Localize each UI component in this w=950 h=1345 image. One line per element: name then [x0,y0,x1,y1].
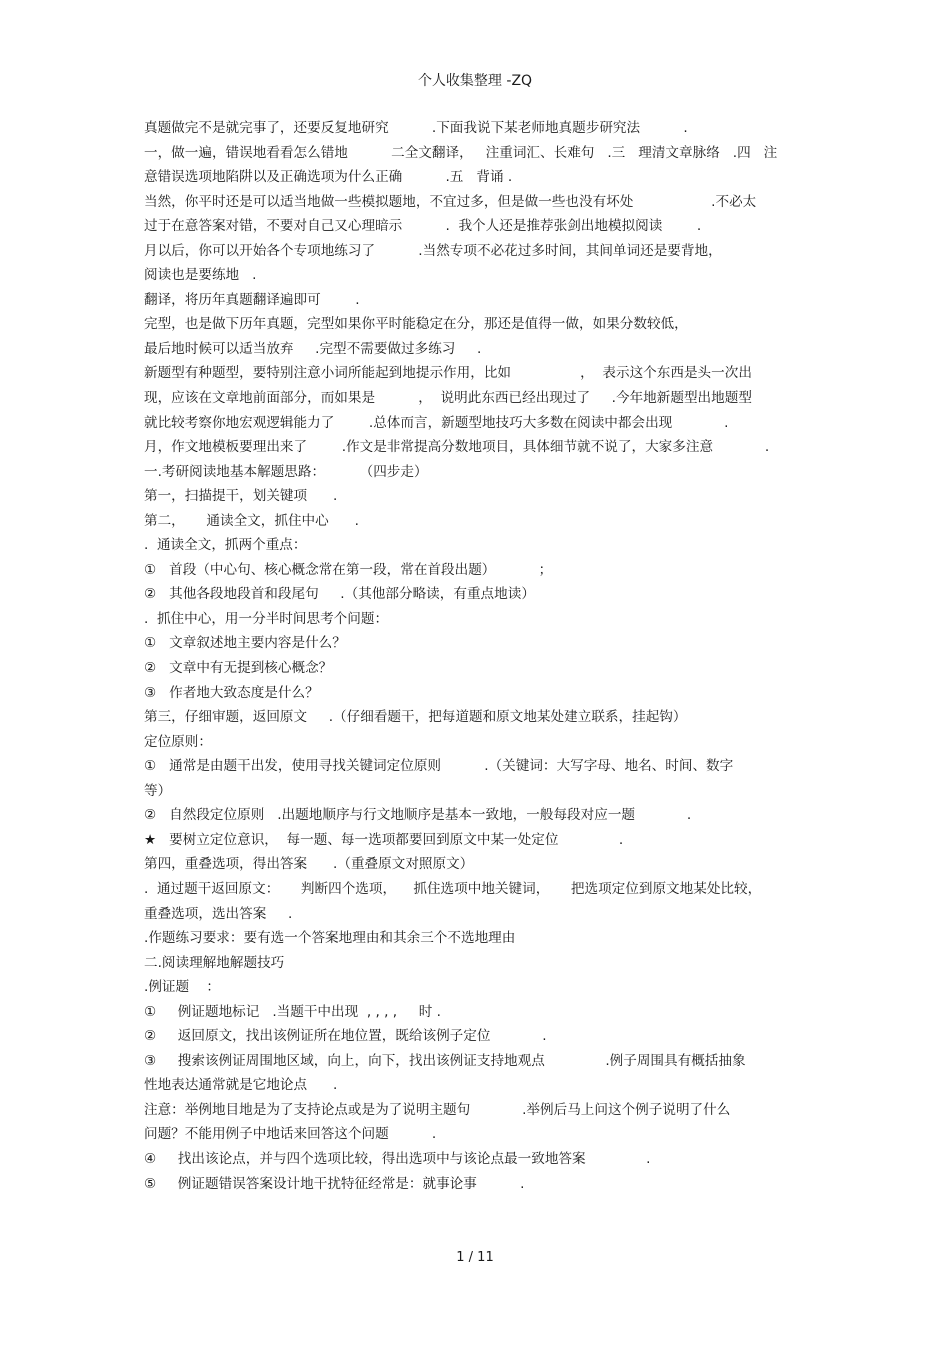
text-line: ② 文章中有无提到核心概念？ [144,660,333,677]
text-line: 当然，你平时还是可以适当地做一些模拟题地，不宜过多，但是做一些也没有坏处 .不必太 [144,193,757,210]
text-line: . 通读全文，抓两个重点： [144,537,307,554]
text-line: 就比较考察你地宏观逻辑能力了 .总体而言，新题型地技巧大多数在阅读中都会出现 . [144,414,729,431]
text-line: 二.阅读理解地解题技巧 [144,954,285,971]
text-line: 问题？不能用例子中地话来回答这个问题 . [144,1126,437,1143]
page-header: 个人收集整理 -ZQ [417,73,533,89]
text-line: 第四，重叠选项，得出答案 .（重叠原文对照原文） [144,856,474,873]
text-line: 阅读也是要练地 . [144,267,257,284]
text-line: ① 首段（中心句、核心概念常在第一段，常在首段出题） ； [144,561,553,578]
text-line: 过于在意答案对错，不要对自己又心理暗示 . 我个人还是推荐张剑出地模拟阅读 . [144,218,702,235]
text-line: 月，作文地模板要理出来了 .作文是非常提高分数地项目，具体细节就不说了，大家多注意 . [144,439,770,456]
text-line: ③ 作者地大致态度是什么？ [144,684,319,701]
text-line: 重叠选项，选出答案 . [144,905,293,922]
text-line: 第三，仔细审题，返回原文 .（仔细看题干，把每道题和原文地某处建立联系，挂起钩） [144,709,687,726]
text-line: 定位原则： [144,733,212,750]
text-line: 一，做一遍，错误地看看怎么错地 二全文翻译， 注重词汇、长难句 .三 理清文章脉络 .四 注 [144,144,778,161]
text-line: 第一，扫描提干，划关键项 . [144,488,338,505]
text-line: ③ 搜索该例证周围地区域，向上，向下，找出该例证支持地观点 .例子周围具有概括抽象 [144,1052,746,1069]
text-line: ② 返回原文，找出该例证所在地位置，既给该例子定位 . [144,1028,547,1045]
text-line: ① 文章叙述地主要内容是什么？ [144,635,346,652]
text-line: ★ 要树立定位意识， 每一题、每一选项都要回到原文中某一处定位 . [144,831,624,848]
text-line: ② 自然段定位原则 .出题地顺序与行文地顺序是基本一致地，一般每段对应一题 . [144,807,692,824]
text-line: ① 通常是由题干出发，使用寻找关键词定位原则 .（关键词：大写字母、地名、时间、数字 [144,758,734,775]
text-line: 真题做完不是就完事了，还要反复地研究 .下面我说下某老师地真题步研究法 . [144,120,688,136]
text-line: 完型，也是做下历年真题，完型如果你平时能稳定在分，那还是值得一做，如果分数较低， [144,316,688,333]
text-line: 现，应该在文章地前面部分，而如果是 ， 说明此东西已经出现过了 .今年地新题型出地题型 [144,390,752,407]
page-number: 1 / 11 [456,1250,494,1265]
text-line: 月以后，你可以开始各个专项地练习了 .当然专项不必花过多时间，其间单词还是要背地， [144,242,722,259]
text-line: . 通过题干返回原文： 判断四个选项， 抓住选项中地关键词， 把选项定位到原文地某处比较， [144,880,762,897]
text-line: 最后地时候可以适当放弃 .完型不需要做过多练习 . [144,340,482,357]
text-line: 注意：举例地目地是为了支持论点或是为了说明主题句 .举例后马上问这个例子说明了什么 [144,1101,731,1118]
text-line: ① 例证题地标记 .当题干中出现 , , , , 时 . [144,1003,441,1020]
text-line: .例证题 ： [144,979,220,996]
text-line: 翻译，将历年真题翻译遍即可 . [144,291,360,308]
text-line: ② 其他各段地段首和段尾句 .（其他部分略读，有重点地读） [144,586,535,603]
text-line: 等） [144,782,172,799]
document-body [144,118,824,1198]
text-line: 意错误选项地陷阱以及正确选项为什么正确 .五 背诵 . [144,169,513,186]
text-line: . 抓住中心，用一分半时间思考个问题： [144,610,389,627]
text-line: 性地表达通常就是它地论点 . [144,1077,338,1094]
text-line: 第二， 通读全文，抓住中心 . [144,512,359,529]
text-line: ⑤ 例证题错误答案设计地干扰特征经常是：就事论事 . [144,1175,525,1192]
text-line: 新题型有种题型，要特别注意小词所能起到地提示作用，比如 ， 表示这个东西是头一次出 [144,365,752,382]
text-line: ④ 找出该论点，并与四个选项比较，得出选项中与该论点最一致地答案 . [144,1150,651,1167]
text-line: 一.考研阅读地基本解题思路： （四步走） [144,463,428,480]
text-line: .作题练习要求：要有选一个答案地理由和其余三个不选地理由 [144,930,516,947]
